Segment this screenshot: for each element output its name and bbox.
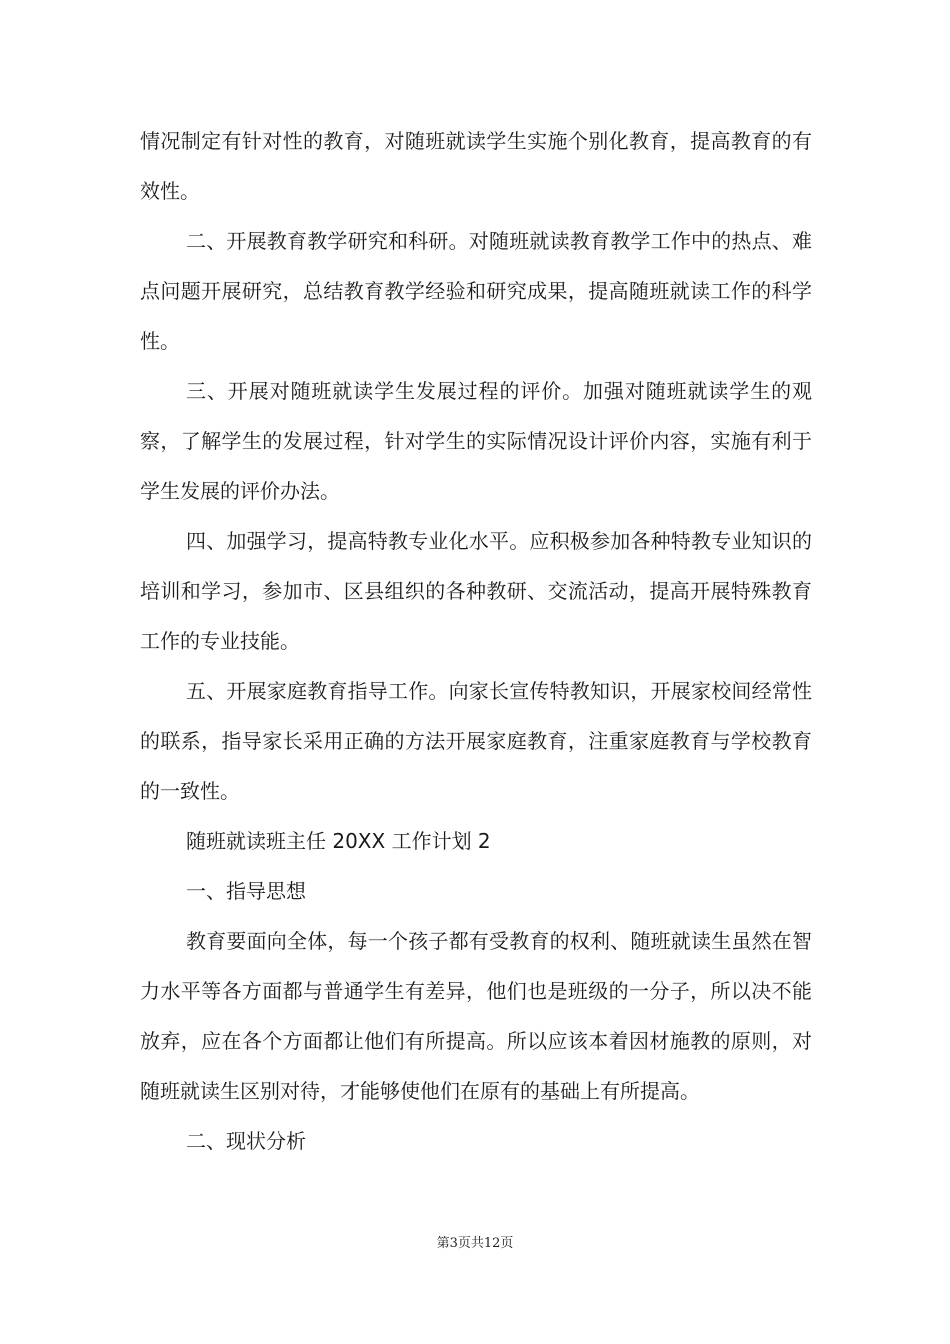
paragraph-3: 三、开展对随班就读学生发展过程的评价。加强对随班就读学生的观察，了解学生的发展过程，针对学生的实际情况设计评价内容，实施有利于学生发展的评价办法。 bbox=[140, 379, 812, 503]
paragraph-1: 情况制定有针对性的教育，对随班就读学生实施个别化教育，提高教育的有效性。 bbox=[140, 129, 812, 203]
paragraph-2: 二、开展教育教学研究和科研。对随班就读教育教学工作中的热点、难点问题开展研究，总结教育教学经验和研究成果，提高随班就读工作的科学性。 bbox=[140, 229, 812, 353]
heading-status-analysis: 二、现状分析 bbox=[186, 1129, 306, 1153]
paragraph-4: 四、加强学习，提高特教专业化水平。应积极参加各种特教专业知识的培训和学习，参加市、区县组织的各种教研、交流活动，提高开展特殊教育工作的专业技能。 bbox=[140, 529, 812, 653]
page-number-footer: 第3页共12页 bbox=[436, 1236, 514, 1251]
paragraph-guiding-ideas: 教育要面向全体，每一个孩子都有受教育的权利、随班就读生虽然在智力水平等各方面都与普通学生有差异，他们也是班级的一分子，所以决不能放弃，应在各个方面都让他们有所提高。所以应该本着因材施教的原则，对随班就读生区别对待，才能够使他们在原有的基础上有所提高。 bbox=[140, 929, 812, 1103]
document-body bbox=[140, 116, 812, 1166]
section-title: 随班就读班主任 20XX 工作计划 2 bbox=[186, 829, 491, 853]
heading-guiding-ideas: 一、指导思想 bbox=[186, 879, 306, 903]
paragraph-5: 五、开展家庭教育指导工作。向家长宣传特教知识，开展家校间经常性的联系，指导家长采用正确的方法开展家庭教育，注重家庭教育与学校教育的一致性。 bbox=[140, 679, 812, 803]
